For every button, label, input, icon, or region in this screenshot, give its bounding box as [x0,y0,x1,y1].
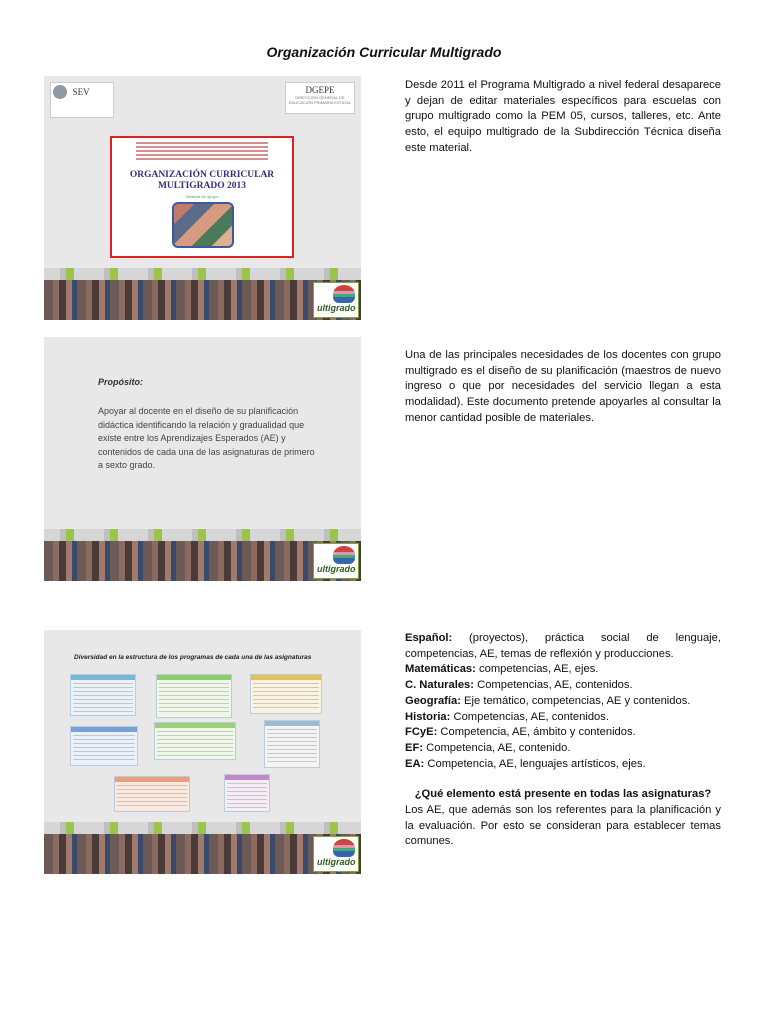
purpose-heading: Propósito: [98,377,143,387]
cover-page [110,136,294,258]
program-thumbnail [114,776,190,812]
sev-logo [50,82,114,118]
subject-desc: competencias, AE, ejes. [475,663,599,676]
multigrado-logo [313,282,359,318]
subject-desc: (proyectos), práctica social de lenguaje, competencias, AE, temas de reflexión y producciones. [405,632,721,660]
multigrado-logo-label: ultigrado [317,857,356,867]
subject-desc: Competencia, AE, ámbito y contenidos. [437,726,636,739]
purpose-body: Apoyar al docente en el diseño de su planificación didáctica identificando la relación y gradualidad que existe entre los Aprendizajes Esperados (AE) y contenidos de cada una de las asignaturas de primero a sexto grado. [98,406,315,470]
intro-paragraph [405,78,721,157]
subject-matematicas [405,662,721,678]
subject-desc: Competencias, AE, contenidos. [474,679,633,692]
intro-text: Desde 2011 el Programa Multigrado a nivel federal desaparece y dejan de editar materiales específicos para escuelas con grupo multigrado como la PEM 05, cursos, talleres, etc. Ante esto, el equipo multigrado de la Subdirección Técnica diseña este material. [405,79,721,154]
document-title: Organización Curricular Multigrado [266,44,502,60]
program-thumbnail [224,774,270,812]
subject-naturales [405,678,721,694]
multigrado-logo-icon [333,546,355,564]
slide-purpose [44,337,361,581]
subject-geografia [405,694,721,710]
subject-name: Geografía: [405,694,461,707]
subject-desc: Eje temático, competencias, AE y contenidos. [460,694,691,707]
children-photo [172,202,234,248]
multigrado-logo-icon [333,285,355,303]
subject-ea [405,757,721,773]
program-thumbnail [156,674,232,718]
needs-paragraph [405,348,721,427]
question: ¿Qué elemento está presente en todas las asignaturas? [414,788,712,801]
subject-fcye [405,725,721,741]
dgepe-logo-label: DGEPE [305,85,335,95]
dgepe-logo [285,82,355,114]
multigrado-logo [313,836,359,872]
cover-header-lines [136,142,268,160]
subject-name: EA: [405,757,425,770]
multigrado-logo-label: ultigrado [317,564,356,574]
needs-text: Una de las principales necesidades de los docentes con grupo multigrado es el diseño de su planificación (maestros de nuevo ingreso o que por necesidades del servicio llegan a esta modalidad). Este documento pretende apoyarles al consultar la menor cantidad posible de materiales. [405,349,721,424]
slide-structures [44,630,361,874]
slide-cover [44,76,361,320]
subject-espanol [405,631,721,662]
multigrado-logo [313,543,359,579]
subject-historia [405,710,721,726]
program-thumbnail [264,720,320,768]
crest-icon [53,85,67,99]
cover-title: ORGANIZACIÓN CURRICULAR MULTIGRADO 2013 [129,170,275,191]
subject-name: Español: [405,632,453,644]
multigrado-logo-label: ultigrado [317,303,356,313]
program-thumbnail [250,674,322,714]
program-thumbnail [70,726,138,766]
subject-name: FCyE: [405,726,438,739]
subjects-paragraph [405,631,721,850]
subject-ef [405,741,721,757]
answer: Los AE, que además son los referentes para la planificación y la evaluación. Por esto se consideran para establecer temas comunes. [405,804,721,848]
subject-name: Matemáticas: [405,663,476,676]
subject-name: Historia: [405,710,451,723]
program-thumbnail [154,722,236,760]
dgepe-logo-subtitle: DIRECCIÓN GENERAL DE EDUCACIÓN PRIMARIA ESTATAL [288,95,352,105]
subject-name: EF: [405,741,424,754]
subject-desc: Competencia, AE, contenido. [423,741,571,754]
decorative-strip [44,529,361,541]
program-thumbnail [70,674,136,716]
decorative-strip [44,822,361,834]
decorative-strip [44,268,361,280]
multigrado-logo-icon [333,839,355,857]
subject-desc: Competencia, AE, lenguajes artísticos, ejes. [424,757,646,770]
subject-desc: Competencias, AE, contenidos. [450,710,609,723]
cover-subtitle: Material de apoyo [186,194,218,199]
sev-logo-label: SEV [72,87,90,97]
structures-heading: Diversidad en la estructura de los programas de cada una de las asignaturas [74,654,312,661]
subject-name: C. Naturales: [405,679,475,692]
